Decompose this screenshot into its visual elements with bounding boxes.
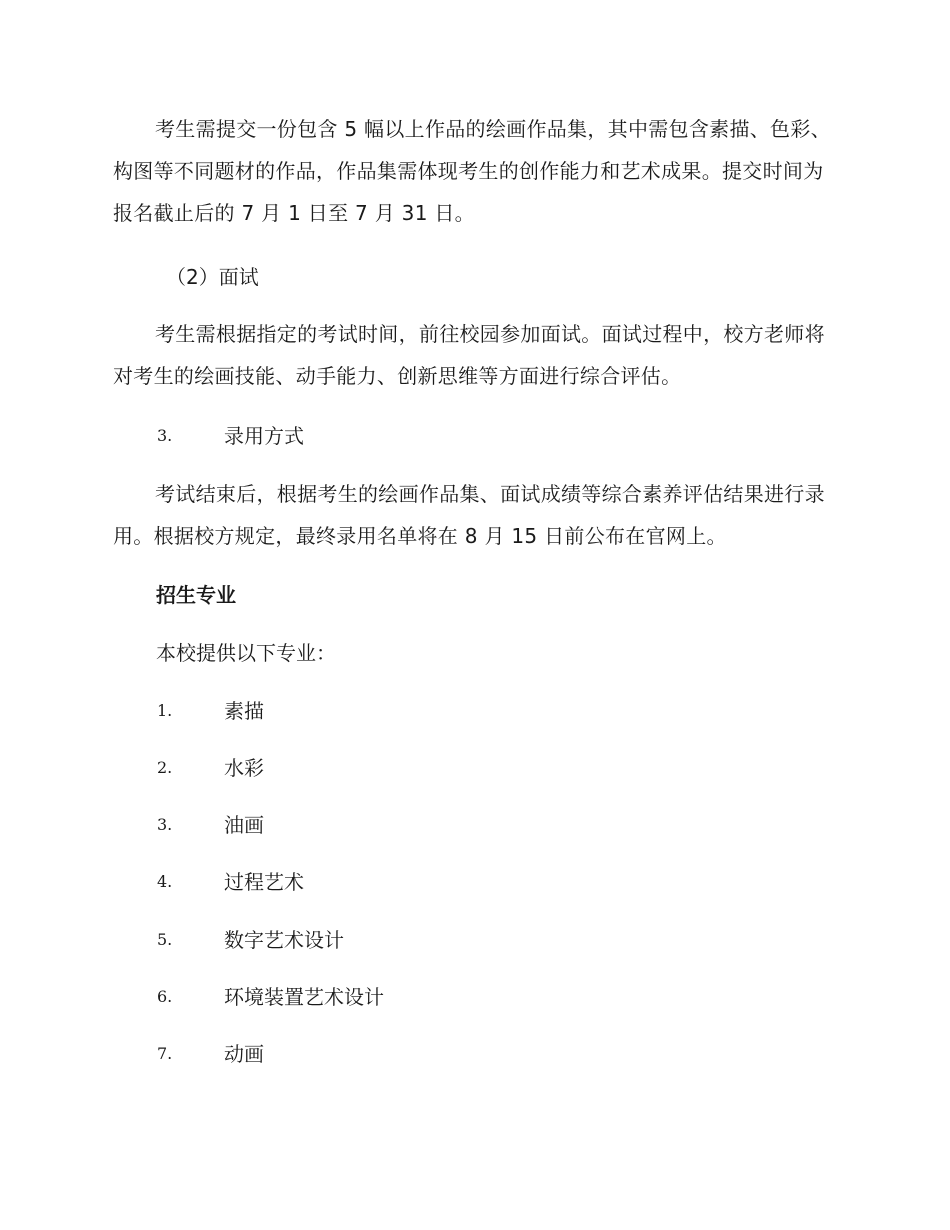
list-number: 6. [157,987,173,1006]
paragraph-interview: 考生需根据指定的考试时间，前往校园参加面试。面试过程中，校方老师将对考生的绘画技能、动手能力、创新思维等方面进行综合评估。 [113,322,825,388]
list-number: 5. [157,930,173,949]
list-label: 动画 [224,1042,264,1066]
list-label: 过程艺术 [224,870,304,894]
list-label: 素描 [224,699,264,723]
majors-intro: 本校提供以下专业： [156,641,336,665]
list-label: 数字艺术设计 [224,928,344,952]
subheading-interview: （2）面试 [166,265,259,289]
list-number: 3. [157,426,173,445]
list-number: 3. [157,815,173,834]
list-label: 录用方式 [224,424,304,448]
paragraph-admission: 考试结束后，根据考生的绘画作品集、面试成绩等综合素养评估结果进行录用。根据校方规定，最终录用名单将在 8 月 15 日前公布在官网上。 [113,482,825,548]
list-number: 7. [157,1044,173,1063]
list-label: 水彩 [224,756,264,780]
list-number: 1. [157,701,173,720]
list-number: 2. [157,758,173,777]
list-number: 4. [157,872,173,891]
list-label: 油画 [224,813,264,837]
section-heading-majors: 招生专业 [156,583,236,607]
paragraph-portfolio: 考生需提交一份包含 5 幅以上作品的绘画作品集，其中需包含素描、色彩、构图等不同题材的作品，作品集需体现考生的创作能力和艺术成果。提交时间为报名截止后的 7 月 1 日至 7 月 31 日。 [113,117,831,225]
list-label: 环境装置艺术设计 [224,985,384,1009]
